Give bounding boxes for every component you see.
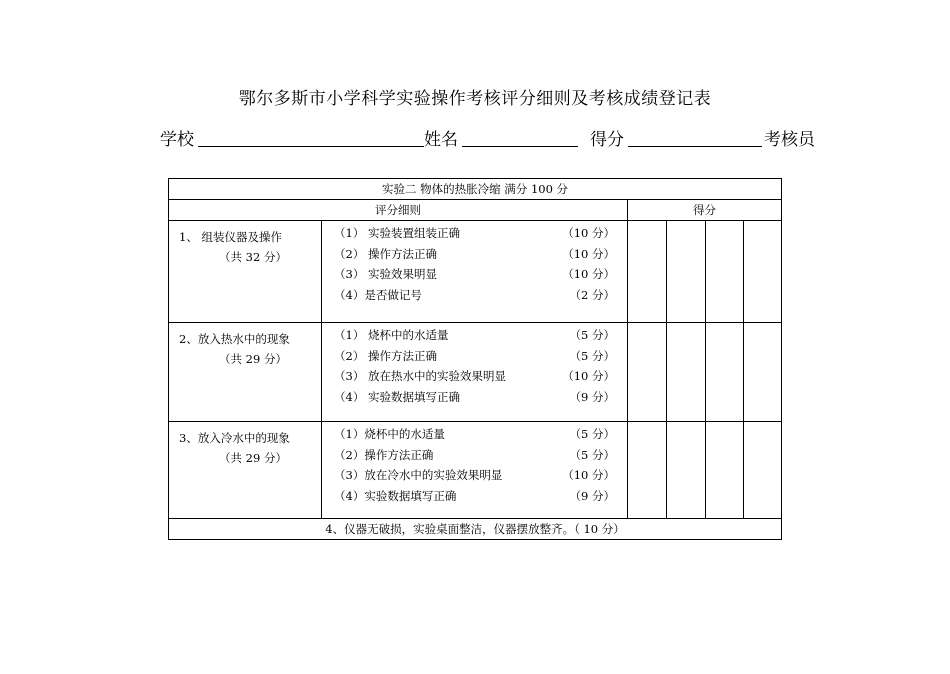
section-items [322,323,628,422]
score-cell[interactable] [744,323,782,422]
section-title [169,422,322,519]
section-points: （共 29 分） [219,352,287,366]
list-item: （3） 实验效果明显 （10 分） [334,267,615,281]
score-cell[interactable] [744,422,782,519]
section-points: （共 32 分） [219,250,287,264]
score-cell[interactable] [706,323,744,422]
score-cell[interactable] [667,221,706,323]
table-row [169,221,782,323]
name-label: 姓名 [424,130,458,150]
list-item: （1） 实验装置组装正确 （10 分） [334,226,615,240]
section-title [169,221,322,323]
experiment-header: 实验二 物体的热胀冷缩 满分 100 分 [169,179,782,200]
list-item: （1）烧杯中的水适量 （5 分） [334,427,615,441]
section-name: 1、 组装仪器及操作 [179,230,282,244]
score-cell[interactable] [628,422,667,519]
name-field[interactable] [462,146,578,147]
score-cell[interactable] [667,323,706,422]
section-items [322,221,628,323]
table-row [169,323,782,422]
section-title [169,323,322,422]
score-cell[interactable] [706,221,744,323]
school-field[interactable] [198,146,424,147]
list-item: （4）是否做记号 （2 分） [334,287,615,302]
score-header: 得分 [628,200,782,221]
section-items [322,422,628,519]
footer-criterion: 4、仪器无破损，实验桌面整洁，仪器摆放整齐。（ 10 分） [169,519,782,540]
score-field[interactable] [628,146,762,147]
scoring-table [168,178,782,540]
list-item: （1） 烧杯中的水适量 （5 分） [334,328,615,342]
school-label: 学校 [160,130,194,150]
section-name: 3、放入冷水中的现象 [179,431,290,445]
criteria-header: 评分细则 [169,200,628,221]
list-item: （2） 操作方法正确 （10 分） [334,246,615,261]
list-item: （3） 放在热水中的实验效果明显 （10 分） [334,369,615,383]
list-item: （4）实验数据填写正确 （9 分） [334,488,615,503]
score-cell[interactable] [667,422,706,519]
list-item: （4） 实验数据填写正确 （9 分） [334,389,615,404]
examiner-label: 考核员 [764,130,815,150]
section-name: 2、放入热水中的现象 [179,332,290,346]
list-item: （2） 操作方法正确 （5 分） [334,348,615,363]
table-row [169,422,782,519]
score-cell[interactable] [628,323,667,422]
list-item: （3）放在冷水中的实验效果明显 （10 分） [334,468,615,482]
score-cell[interactable] [628,221,667,323]
section-points: （共 29 分） [219,451,287,465]
score-label: 得分 [590,130,624,150]
list-item: （2）操作方法正确 （5 分） [334,447,615,462]
score-cell[interactable] [706,422,744,519]
info-line [160,125,820,151]
document-title: 鄂尔多斯市小学科学实验操作考核评分细则及考核成绩登记表 [238,89,712,109]
score-cell[interactable] [744,221,782,323]
